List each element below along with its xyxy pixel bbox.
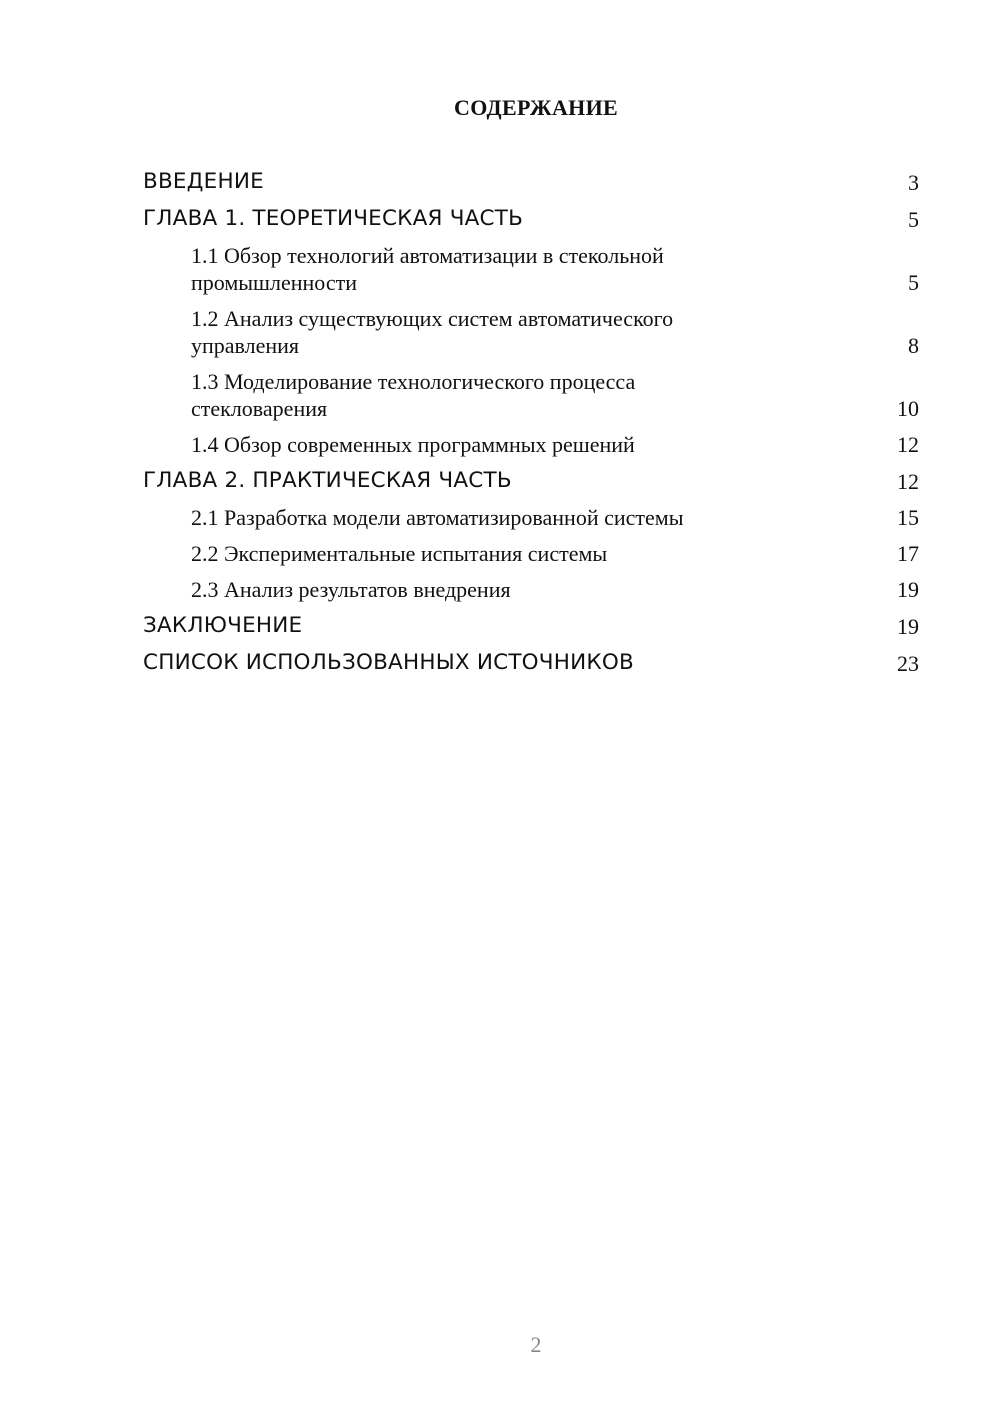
toc-entry-page: 19 bbox=[897, 614, 919, 639]
toc-entry-chapter-2[interactable] bbox=[143, 467, 919, 495]
toc-entry-page: 23 bbox=[897, 651, 919, 676]
toc-entry-label: 2.1 Разработка модели автоматизированной системы bbox=[191, 505, 684, 530]
toc-entry-label: 2.2 Экспериментальные испытания системы bbox=[191, 541, 608, 566]
table-of-contents bbox=[143, 168, 919, 686]
toc-entry-label: 1.3 Моделирование технологического процесса стекловарения bbox=[191, 369, 636, 421]
page-number: 2 bbox=[530, 1332, 542, 1357]
toc-entry-section-2-2[interactable] bbox=[143, 540, 919, 567]
toc-entry-page: 8 bbox=[908, 333, 919, 358]
toc-entry-section-1-2[interactable] bbox=[143, 305, 919, 359]
toc-entry-label: ЗАКЛЮЧЕНИЕ bbox=[143, 613, 303, 638]
toc-entry-conclusion[interactable] bbox=[143, 612, 919, 640]
toc-entry-references[interactable] bbox=[143, 649, 919, 677]
toc-entry-page: 12 bbox=[897, 469, 919, 494]
toc-entry-page: 17 bbox=[897, 541, 919, 566]
toc-entry-page: 10 bbox=[897, 396, 919, 421]
toc-entry-label: 1.2 Анализ существующих систем автоматического управления bbox=[191, 306, 674, 358]
toc-entry-section-1-4[interactable] bbox=[143, 431, 919, 458]
toc-entry-section-2-1[interactable] bbox=[143, 504, 919, 531]
toc-entry-label: 2.3 Анализ результатов внедрения bbox=[191, 577, 511, 602]
toc-entry-page: 12 bbox=[897, 432, 919, 457]
toc-entry-chapter-1[interactable] bbox=[143, 205, 919, 233]
toc-entry-section-1-1[interactable] bbox=[143, 242, 919, 296]
toc-entry-label: СПИСОК ИСПОЛЬЗОВАННЫХ ИСТОЧНИКОВ bbox=[143, 650, 634, 675]
toc-entry-section-2-3[interactable] bbox=[143, 576, 919, 603]
toc-entry-page: 5 bbox=[908, 270, 919, 295]
toc-entry-introduction[interactable] bbox=[143, 168, 919, 196]
toc-entry-section-1-3[interactable] bbox=[143, 368, 919, 422]
toc-entry-label: 1.4 Обзор современных программных решений bbox=[191, 432, 635, 457]
toc-entry-page: 15 bbox=[897, 505, 919, 530]
toc-entry-page: 3 bbox=[908, 170, 919, 195]
page-title: СОДЕРЖАНИЕ bbox=[454, 95, 618, 120]
toc-entry-label: 1.1 Обзор технологий автоматизации в стекольной промышленности bbox=[191, 243, 664, 295]
toc-entry-label: ГЛАВА 2. ПРАКТИЧЕСКАЯ ЧАСТЬ bbox=[143, 468, 512, 493]
toc-entry-label: ВВЕДЕНИЕ bbox=[143, 169, 264, 194]
toc-entry-page: 5 bbox=[908, 207, 919, 232]
toc-entry-page: 19 bbox=[897, 577, 919, 602]
toc-entry-label: ГЛАВА 1. ТЕОРЕТИЧЕСКАЯ ЧАСТЬ bbox=[143, 206, 524, 231]
